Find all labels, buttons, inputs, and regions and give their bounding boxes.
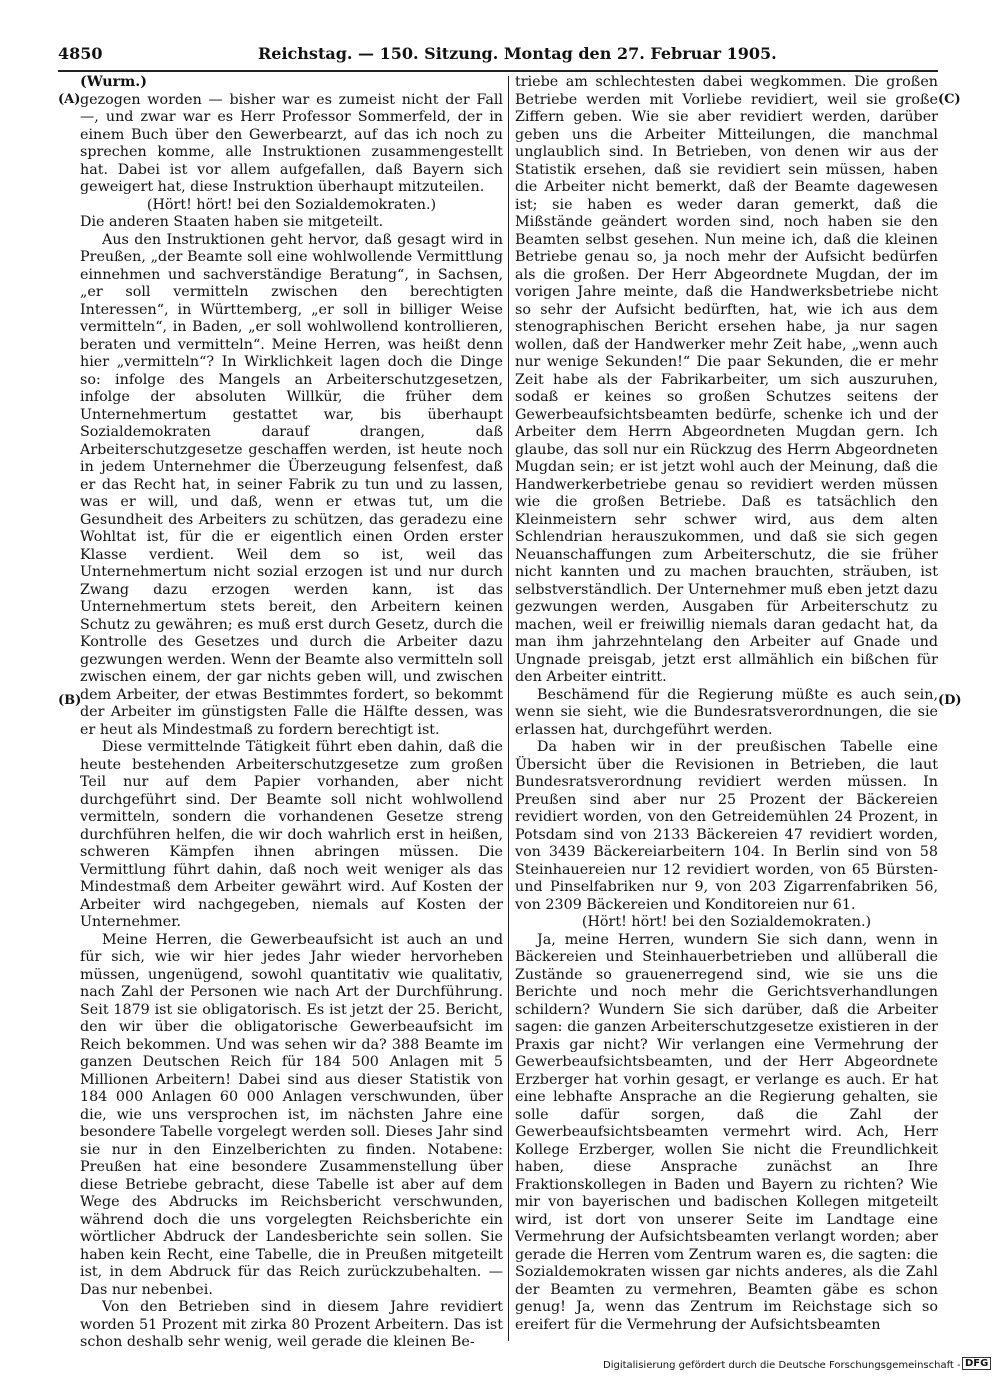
paragraph: Diese vermittelnde Tätigkeit führt eben dahin, daß die heute bestehenden Arbeiterschutzgesetze zum großen Teil nur auf dem Papier vorhanden, aber nicht durchgeführt sind. Der Beamte soll nicht wohlwollend vermitteln, sondern die vorhandenen Gesetze streng durchführen helfen, die wir doch wahrlich erst in heißen, schweren Kämpfen ihnen abringen müssen. Die Vermittlung führt dahin, daß noch weit weniger als das Mindestmaß dem Arbeiter gewährt wird. Auf Kosten der Arbeiter wird nachgegeben, niemals auf Kosten der Unternehmer.	[80, 739, 503, 930]
interjection: (Hört! hört! bei den Sozialdemokraten.)	[581, 914, 872, 930]
margin-marker-a: (A)	[58, 92, 81, 107]
paragraph: Von den Betrieben sind in diesem Jahre revidiert worden 51 Prozent mit zirka 80 Prozent Arbeitern. Das ist schon deshalb sehr wenig, weil gerade die kleinen Be-	[80, 1299, 503, 1350]
paragraph: Beschämend für die Regierung müßte es auch sein, wenn sie sieht, wie die Bundesratsverordnungen, die sie erlassen hat, durchgeführt werden.	[515, 686, 938, 738]
left-text-column	[80, 74, 503, 1352]
header-rule	[58, 70, 938, 72]
paragraph: triebe am schlechtesten dabei wegkommen. Die großen Betriebe werden mit Vorliebe revidiert, weil sie große Ziffern geben. Wie sie aber revidiert werden, darüber geben uns die Arbeiter Mitteilungen, die manchmal unglaublich sind. In Betrieben, von denen wir aus der Statistik ersehen, daß sie revidiert sein müssen, haben die Arbeiter nicht bemerkt, daß der Beamte dagewesen ist; sie haben es weder daran gemerkt, daß die Mißstände geändert worden sind, noch haben sie den Beamten selbst gesehen. Nun meine ich, daß die kleinen Betriebe genau so, ja noch mehr der Aufsicht bedürfen als die großen. Der Herr Abgeordnete Mugdan, der im vorigen Jahre meinte, daß die Handwerksbetriebe nicht so sehr der Aufsicht bedürften, hat, wie ich aus dem stenographischen Bericht ersehen habe, ja nur sagen wollen, daß der Handwerker mehr Zeit habe, „wenn auch nur wenige Sekunden!“ Die paar Sekunden, die er mehr Zeit habe als der Fabrikarbeiter, um sich auszuruhen, sodaß er keines so großen Schutzes seitens der Gewerbeaufsichtsbeamten bedürfe, schenke ich und der Arbeiter dem Herrn Abgeordneten Mugdan gern. Ich glaube, das soll nur ein Rückzug des Herrn Abgeordneten Mugdan sein; er ist jetzt wohl auch der Meinung, daß die Handwerkerbetriebe genau so revidiert werden müssen wie die großen Betriebe. Daß es tatsächlich den Kleinmeistern sehr schwer wird, aus dem alten Schlendrian herauszukommen, und daß sie sich gegen Neuanschaffungen zum Arbeiterschutz, die sie früher nicht kannten und zu machen brauchten, sträuben, ist selbstverständlich. Der Unternehmer muß eben jetzt dazu gezwungen werden, Ausgaben für Arbeiterschutz zu machen, weil er freiwillig niemals daran gedacht hat, da man ihm jahrzehntelang den Arbeiter auf Gnade und Ungnade preisgab, jetzt erst allmählich ein bißchen für den Arbeiter eintritt.	[515, 74, 938, 685]
footer-credit: Digitalisierung gefördert durch die Deutsche Forschungsgemeinschaft -	[603, 1360, 961, 1371]
paragraph: Aus den Instruktionen geht hervor, daß gesagt wird in Preußen, „der Beamte soll eine wohlwollende Vermittlung einnehmen und sachverständige Beratung“, in Sachsen, „er soll vermitteln zwischen den berechtigten Interessen“, in Württemberg, „er soll in billiger Weise vermitteln“, in Baden, „er soll wohlwollend kontrollieren, beraten und vermitteln“. Meine Herren, was heißt denn hier „vermitteln“? In Wirklichkeit lagen doch die Dinge so: infolge des Mangels an Arbeiterschutzgesetzen, infolge der absoluten Willkür, die früher dem Unternehmertum gestattet war, bis überhaupt Sozialdemokraten darauf drangen, daß Arbeiterschutzgesetze geschaffen werden, ist heute noch in jedem Unternehmer die Überzeugung felsenfest, daß er das Recht hat, in seiner Fabrik zu tun und zu lassen, was er will, und daß, wenn er etwas tut, um die Gesundheit des Arbeiters zu schützen, das geradezu eine Wohltat ist, für die er eigentlich einen Orden erster Klasse verdient. Weil dem so ist, weil das Unternehmertum nicht sozial erzogen ist und nur durch Zwang dazu erzogen werden kann, ist das Unternehmertum stets bereit, den Arbeitern keinen Schutz zu gewähren; es muß erst durch Gesetz, durch die Kontrolle des Gesetzes und durch die Arbeiter dazu gezwungen werden. Wenn der Beamte also vermitteln soll zwischen einem, der gar nichts geben will, und zwischen dem Arbeiter, der etwas Bestimmtes fordert, so bekommt der Arbeiter im günstigsten Falle die Hälfte dessen, was er heut als Mindestmaß zu fordern berechtigt ist.	[80, 231, 503, 738]
paragraph: Da haben wir in der preußischen Tabelle eine Übersicht über die Revisionen in Betrieben, die laut Bundesratsverordnung revidiert werden müssen. In Preußen sind aber nur 25 Prozent der Bäckereien revidiert worden, von den Getreidemühlen 24 Prozent, in Potsdam sind von 2133 Bäckereien 47 revidiert worden, von 3439 Bäckereiarbeitern 104. In Berlin sind von 58 Steinhauereien nur 12 revidiert worden, von 65 Bürsten- und Pinselfabriken nur 9, von 203 Zigarrenfabriken 56, von 2309 Bäckereien und Konditoreien nur 61.	[515, 739, 938, 913]
page-header	[58, 44, 938, 68]
running-title: Reichstag. — 150. Sitzung. Montag den 27. Februar 1905.	[258, 44, 777, 63]
paragraph: Die anderen Staaten haben sie mitgeteilt.	[80, 214, 384, 230]
interjection: (Hört! hört! bei den Sozialdemokraten.)	[146, 196, 437, 213]
right-text-column	[515, 74, 938, 1334]
column-divider	[508, 76, 509, 1341]
page-number: 4850	[58, 44, 103, 63]
margin-marker-c: (C)	[938, 92, 961, 107]
speaker-name: (Wurm.)	[80, 74, 148, 90]
paragraph: Ja, meine Herren, wundern Sie sich dann, wenn in Bäckereien und Steinhauerbetrieben und allüberall die Zustände so grauenerregend sind, wie sie uns die Berichte und noch mehr die Gerichtsverhandlungen schildern? Wundern Sie sich darüber, daß die Arbeiter sagen: die ganzen Arbeiterschutzgesetze existieren in der Praxis gar nicht? Wir verlangen eine Vermehrung der Gewerbeaufsichtsbeamten, und der Herr Abgeordnete Erzberger hat vorhin gesagt, er verlange es auch. Er hat eine lebhafte Ansprache an die Regierung gehalten, sie solle dafür sorgen, daß die Zahl der Gewerbeaufsichtsbeamten vermehrt wird. Ach, Herr Kollege Erzberger, wollen Sie nicht die Freundlichkeit haben, diese Ansprache zunächst an Ihre Fraktionskollegen in Baden und Bayern zu richten? Wie mir von bayerischen und badischen Kollegen mitgeteilt wird, ist dort von unserer Seite im Landtage eine Vermehrung der Aufsichtsbeamten verlangt worden; aber gerade die Herren vom Zentrum waren es, die sagten: die Sozialdemokraten wissen gar nichts anderes, als die Zahl der Beamten zu vermehren, Beamten gäbe es schon genug! Ja, wenn das Zentrum im Reichstage sich so ereifert für die Vermehrung der Aufsichtsbeamten	[515, 931, 938, 1333]
margin-marker-b: (B)	[58, 693, 82, 708]
paragraph: Meine Herren, die Gewerbeaufsicht ist auch an und für sich, wie wir hier jedes Jahr wieder hervorheben müssen, ungenügend, sowohl quantitativ wie qualitativ, nach Zahl der Personen wie nach Art der Durchführung. Seit 1879 ist sie obligatorisch. Es ist jetzt der 25. Bericht, den wir über die obligatorische Gewerbeaufsicht im Reich bekommen. Und was sehen wir da? 388 Beamte im ganzen Deutschen Reich für 184 500 Anlagen mit 5 Millionen Arbeitern! Dabei sind aus dieser Statistik von 184 000 Anlagen 60 000 Anlagen verschwunden, über die, wie uns versprochen ist, im nächsten Jahre eine besondere Tabelle vorgelegt werden soll. Dieses Jahr sind sie nur in den Einzelberichten zu finden. Notabene: Preußen hat eine besondere Zusammenstellung über diese Betriebe gebracht, diese Tabelle ist aber auf dem Wege des Abdrucks im Reichsbericht verschwunden, während doch die uns vorgelegten Reichsberichte ein wörtlicher Abdruck der Landesberichte sein sollen. Sie haben kein Recht, eine Tabelle, die in Preußen mitgeteilt ist, in dem Abdruck für das Reich zurückzubehalten. — Das nur nebenbei.	[80, 931, 503, 1298]
paragraph: gezogen worden — bisher war es zumeist nicht der Fall —, und zwar war es Herr Professor Sommerfeld, der in einem Buch über den Gewerbearzt, auf das ich noch zu sprechen komme, alle Instruktionen zusammengestellt hat. Dabei ist vor allem aufgefallen, daß Bayern sich geweigert hat, diese Instruktion überhaupt mitzuteilen.	[80, 91, 503, 195]
dfg-logo: DFG	[962, 1357, 991, 1370]
margin-marker-d: (D)	[938, 693, 962, 708]
